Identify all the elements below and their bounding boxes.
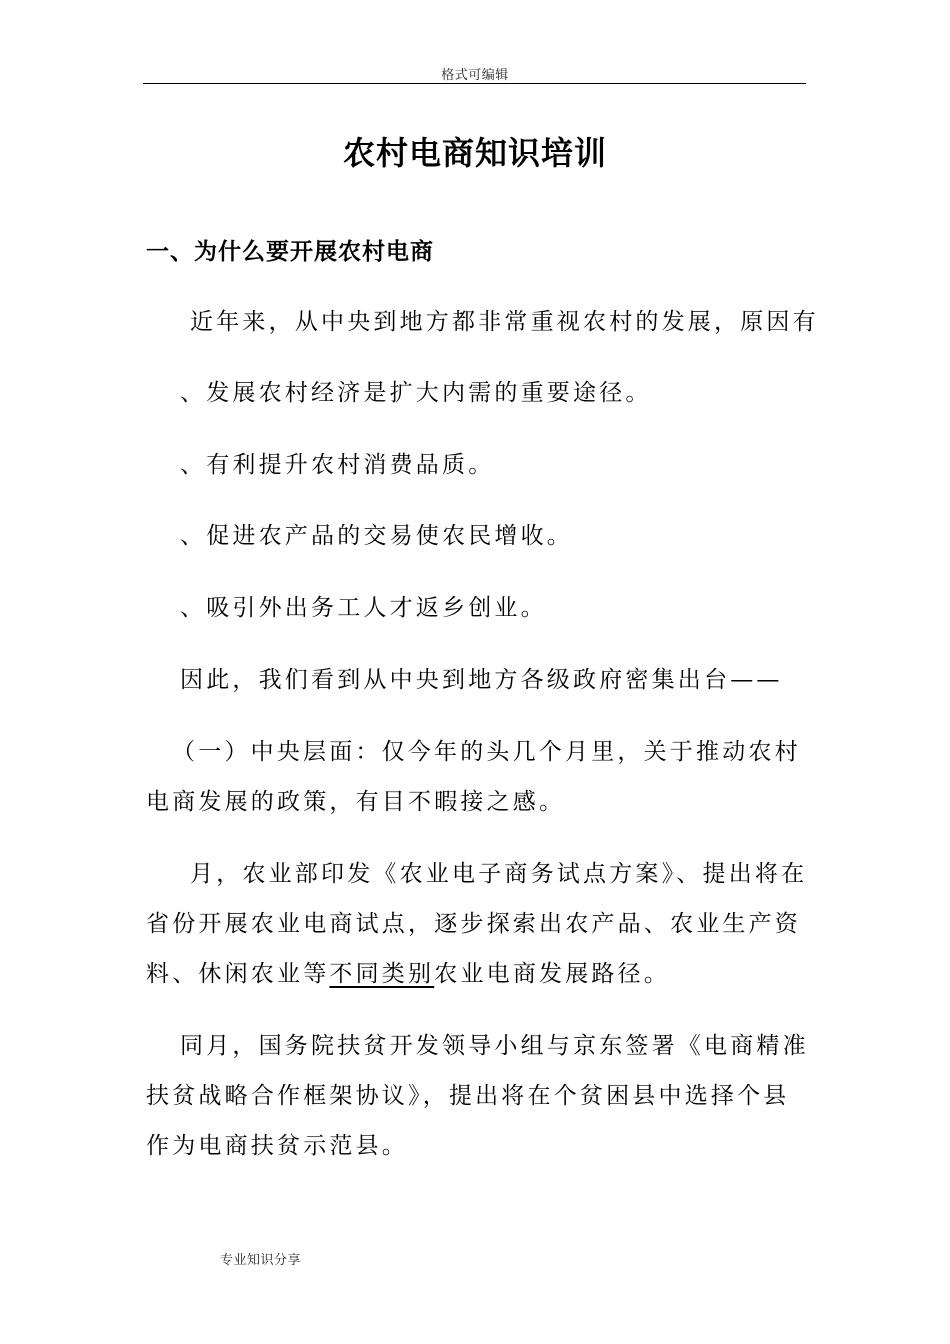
same-month-paragraph-line: 同月，国务院扶贫开发领导小组与京东签署《电商精准	[180, 1033, 809, 1059]
underlined-phrase: 不同类别	[329, 961, 435, 987]
header-divider	[143, 83, 806, 84]
central-level-line: （一）中央层面：仅今年的头几个月里，关于推动农村	[172, 739, 801, 765]
intro-paragraph: 近年来，从中央到地方都非常重视农村的发展，原因有	[190, 309, 819, 335]
month-paragraph-text: 料、休闲农业等	[146, 961, 330, 987]
reason-item: 、发展农村经济是扩大内需的重要途径。	[180, 380, 652, 406]
document-title: 农村电商知识培训	[342, 134, 607, 172]
reason-item: 、有利提升农村消费品质。	[180, 452, 495, 478]
section-heading: 一、为什么要开展农村电商	[146, 239, 434, 265]
page-header: 格式可编辑	[441, 68, 509, 83]
month-paragraph-text: 农业电商发展路径。	[434, 961, 671, 987]
central-level-line: 电商发展的政策，有目不暇接之感。	[146, 789, 566, 815]
same-month-paragraph-line: 作为电商扶贫示范县。	[146, 1133, 408, 1159]
reason-item: 、吸引外出务工人才返乡创业。	[180, 595, 547, 621]
month-paragraph-line	[146, 959, 670, 989]
reason-item: 、促进农产品的交易使农民增收。	[180, 523, 573, 549]
same-month-paragraph-line: 扶贫战略合作框架协议》，提出将在个贫困县中选择个县	[146, 1083, 790, 1109]
month-paragraph-line: 月，农业部印发《农业电子商务试点方案》、提出将在	[190, 861, 808, 887]
therefore-paragraph: 因此，我们看到从中央到地方各级政府密集出台——	[180, 667, 783, 693]
page-footer: 专业知识分享	[220, 1253, 302, 1268]
month-paragraph-line: 省份开展农业电商试点，逐步探索出农产品、农业生产资	[146, 911, 801, 937]
